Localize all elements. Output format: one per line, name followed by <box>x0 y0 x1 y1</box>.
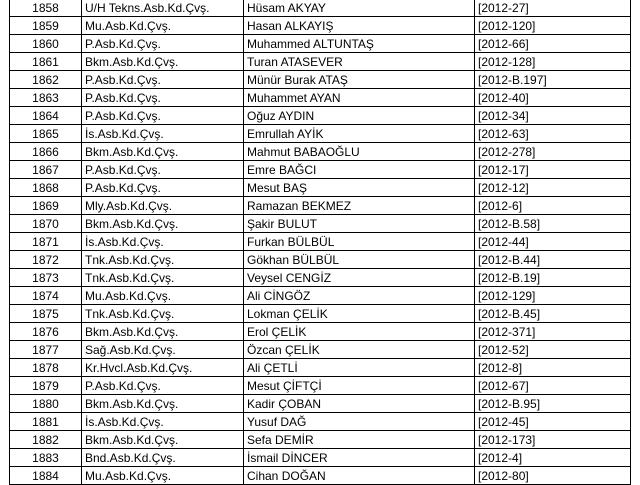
rank-cell: Tnk.Asb.Kd.Çvş. <box>82 305 244 323</box>
reference-cell: [2012-128] <box>475 53 631 71</box>
reference-cell: [2012-371] <box>475 323 631 341</box>
reference-cell: [2012-45] <box>475 413 631 431</box>
reference-cell: [2012-66] <box>475 35 631 53</box>
table-row <box>10 341 631 359</box>
rank-cell: Bkm.Asb.Kd.Çvş. <box>82 395 244 413</box>
reference-cell: [2012-B.58] <box>475 215 631 233</box>
row-number-cell: 1883 <box>10 449 82 467</box>
name-cell: Lokman ÇELİK <box>244 305 475 323</box>
rank-cell: Bkm.Asb.Kd.Çvş. <box>82 431 244 449</box>
row-number-cell: 1863 <box>10 89 82 107</box>
table-row <box>10 125 631 143</box>
table-row <box>10 395 631 413</box>
table-row <box>10 377 631 395</box>
row-number-cell: 1864 <box>10 107 82 125</box>
name-cell: Ali CİNGÖZ <box>244 287 475 305</box>
rank-cell: Tnk.Asb.Kd.Çvş. <box>82 269 244 287</box>
table-row <box>10 161 631 179</box>
table-row <box>10 197 631 215</box>
row-number-cell: 1881 <box>10 413 82 431</box>
personnel-table <box>9 0 631 485</box>
reference-cell: [2012-129] <box>475 287 631 305</box>
row-number-cell: 1867 <box>10 161 82 179</box>
name-cell: Emre BAĞCI <box>244 161 475 179</box>
reference-cell: [2012-B.95] <box>475 395 631 413</box>
table-row <box>10 53 631 71</box>
name-cell: Emrullah AYİK <box>244 125 475 143</box>
table-row <box>10 467 631 485</box>
rank-cell: U/H Tekns.Asb.Kd.Çvş. <box>82 0 244 17</box>
rank-cell: Tnk.Asb.Kd.Çvş. <box>82 251 244 269</box>
rank-cell: Bnd.Asb.Kd.Çvş. <box>82 449 244 467</box>
name-cell: Kadir ÇOBAN <box>244 395 475 413</box>
rank-cell: P.Asb.Kd.Çvş. <box>82 107 244 125</box>
row-number-cell: 1872 <box>10 251 82 269</box>
row-number-cell: 1860 <box>10 35 82 53</box>
row-number-cell: 1868 <box>10 179 82 197</box>
row-number-cell: 1874 <box>10 287 82 305</box>
name-cell: Sefa DEMİR <box>244 431 475 449</box>
table-row <box>10 449 631 467</box>
name-cell: Turan ATASEVER <box>244 53 475 71</box>
reference-cell: [2012-B.44] <box>475 251 631 269</box>
row-number-cell: 1858 <box>10 0 82 17</box>
rank-cell: P.Asb.Kd.Çvş. <box>82 179 244 197</box>
table-row <box>10 287 631 305</box>
reference-cell: [2012-B.45] <box>475 305 631 323</box>
name-cell: Veysel CENGİZ <box>244 269 475 287</box>
name-cell: Mahmut BABAOĞLU <box>244 143 475 161</box>
name-cell: Cihan DOĞAN <box>244 467 475 485</box>
table-row <box>10 269 631 287</box>
rank-cell: Mu.Asb.Kd.Çvş. <box>82 467 244 485</box>
row-number-cell: 1870 <box>10 215 82 233</box>
rank-cell: İs.Asb.Kd.Çvş. <box>82 125 244 143</box>
name-cell: Erol ÇELİK <box>244 323 475 341</box>
rank-cell: Kr.Hvcl.Asb.Kd.Çvş. <box>82 359 244 377</box>
name-cell: Furkan BÜLBÜL <box>244 233 475 251</box>
reference-cell: [2012-8] <box>475 359 631 377</box>
name-cell: Şakir BULUT <box>244 215 475 233</box>
reference-cell: [2012-17] <box>475 161 631 179</box>
name-cell: Ramazan BEKMEZ <box>244 197 475 215</box>
reference-cell: [2012-67] <box>475 377 631 395</box>
row-number-cell: 1865 <box>10 125 82 143</box>
row-number-cell: 1869 <box>10 197 82 215</box>
reference-cell: [2012-63] <box>475 125 631 143</box>
row-number-cell: 1879 <box>10 377 82 395</box>
rank-cell: P.Asb.Kd.Çvş. <box>82 35 244 53</box>
reference-cell: [2012-173] <box>475 431 631 449</box>
name-cell: Muhammed ALTUNTAŞ <box>244 35 475 53</box>
name-cell: Gökhan BÜLBÜL <box>244 251 475 269</box>
rank-cell: P.Asb.Kd.Çvş. <box>82 377 244 395</box>
table-row <box>10 233 631 251</box>
name-cell: Ali ÇETLİ <box>244 359 475 377</box>
rank-cell: Mly.Asb.Kd.Çvş. <box>82 197 244 215</box>
row-number-cell: 1878 <box>10 359 82 377</box>
name-cell: Yusuf DAĞ <box>244 413 475 431</box>
name-cell: Hüsam AKYAY <box>244 0 475 17</box>
table-row <box>10 251 631 269</box>
rank-cell: Bkm.Asb.Kd.Çvş. <box>82 53 244 71</box>
rank-cell: Bkm.Asb.Kd.Çvş. <box>82 143 244 161</box>
rank-cell: Mu.Asb.Kd.Çvş. <box>82 17 244 35</box>
row-number-cell: 1859 <box>10 17 82 35</box>
rank-cell: İs.Asb.Kd.Çvş. <box>82 233 244 251</box>
rank-cell: P.Asb.Kd.Çvş. <box>82 89 244 107</box>
rank-cell: P.Asb.Kd.Çvş. <box>82 161 244 179</box>
table-row <box>10 89 631 107</box>
reference-cell: [2012-27] <box>475 0 631 17</box>
rank-cell: P.Asb.Kd.Çvş. <box>82 71 244 89</box>
table-row <box>10 323 631 341</box>
reference-cell: [2012-B.19] <box>475 269 631 287</box>
row-number-cell: 1862 <box>10 71 82 89</box>
table-row <box>10 359 631 377</box>
reference-cell: [2012-278] <box>475 143 631 161</box>
row-number-cell: 1861 <box>10 53 82 71</box>
table-row <box>10 215 631 233</box>
rank-cell: Bkm.Asb.Kd.Çvş. <box>82 323 244 341</box>
row-number-cell: 1871 <box>10 233 82 251</box>
table-row <box>10 35 631 53</box>
name-cell: Muhammet AYAN <box>244 89 475 107</box>
table-row <box>10 107 631 125</box>
table-row <box>10 413 631 431</box>
rank-cell: İs.Asb.Kd.Çvş. <box>82 413 244 431</box>
row-number-cell: 1884 <box>10 467 82 485</box>
row-number-cell: 1876 <box>10 323 82 341</box>
name-cell: Özcan ÇELİK <box>244 341 475 359</box>
row-number-cell: 1875 <box>10 305 82 323</box>
personnel-table-body <box>10 0 631 485</box>
reference-cell: [2012-52] <box>475 341 631 359</box>
reference-cell: [2012-34] <box>475 107 631 125</box>
row-number-cell: 1877 <box>10 341 82 359</box>
reference-cell: [2012-80] <box>475 467 631 485</box>
reference-cell: [2012-120] <box>475 17 631 35</box>
reference-cell: [2012-4] <box>475 449 631 467</box>
rank-cell: Mu.Asb.Kd.Çvş. <box>82 287 244 305</box>
name-cell: Münür Burak ATAŞ <box>244 71 475 89</box>
name-cell: Mesut BAŞ <box>244 179 475 197</box>
table-row <box>10 179 631 197</box>
table-row <box>10 143 631 161</box>
rank-cell: Sağ.Asb.Kd.Çvş. <box>82 341 244 359</box>
table-row <box>10 71 631 89</box>
table-row <box>10 17 631 35</box>
reference-cell: [2012-44] <box>475 233 631 251</box>
rank-cell: Bkm.Asb.Kd.Çvş. <box>82 215 244 233</box>
row-number-cell: 1866 <box>10 143 82 161</box>
name-cell: Hasan ALKAYIŞ <box>244 17 475 35</box>
reference-cell: [2012-6] <box>475 197 631 215</box>
reference-cell: [2012-12] <box>475 179 631 197</box>
name-cell: Mesut ÇİFTÇİ <box>244 377 475 395</box>
row-number-cell: 1873 <box>10 269 82 287</box>
name-cell: Oğuz AYDIN <box>244 107 475 125</box>
name-cell: İsmail DİNCER <box>244 449 475 467</box>
row-number-cell: 1882 <box>10 431 82 449</box>
row-number-cell: 1880 <box>10 395 82 413</box>
reference-cell: [2012-40] <box>475 89 631 107</box>
table-row <box>10 431 631 449</box>
reference-cell: [2012-B.197] <box>475 71 631 89</box>
table-row <box>10 0 631 17</box>
table-row <box>10 305 631 323</box>
